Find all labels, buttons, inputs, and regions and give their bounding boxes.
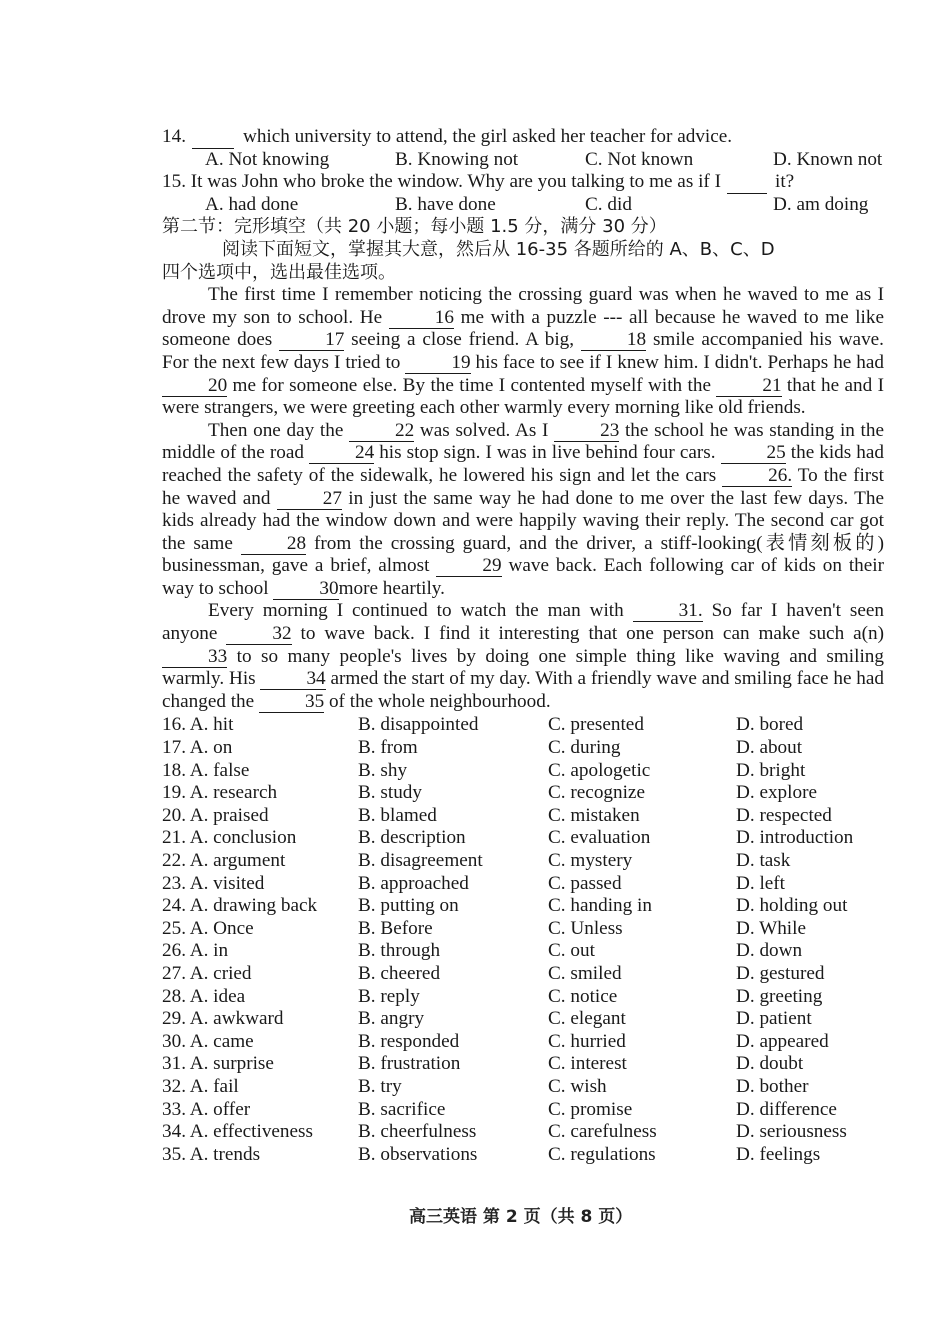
choice-option-a: 32. A. fail bbox=[162, 1075, 239, 1097]
choice-option-c: C. regulations bbox=[548, 1143, 656, 1165]
choice-option-d: D. bored bbox=[736, 714, 804, 736]
choice-option-b: B. observations bbox=[358, 1143, 478, 1165]
choice-option-a: 18. A. false bbox=[162, 759, 250, 781]
blank-number: 18 bbox=[581, 330, 646, 351]
choice-option-c: C. recognize bbox=[548, 782, 645, 804]
option-c: C. did bbox=[585, 193, 632, 215]
blank-number: 34 bbox=[260, 669, 325, 690]
blank-number: 32 bbox=[226, 624, 291, 645]
blank-number: 35 bbox=[259, 692, 324, 713]
page-footer: 高三英语 第 2 页（共 8 页） bbox=[409, 1207, 633, 1227]
choice-option-a: 23. A. visited bbox=[162, 872, 265, 894]
option-c: C. Not known bbox=[585, 148, 694, 170]
choice-option-a: 29. A. awkward bbox=[162, 1008, 284, 1030]
choice-option-c: C. evaluation bbox=[548, 827, 651, 849]
choice-option-b: B. cheerfulness bbox=[358, 1121, 477, 1143]
choice-option-c: C. wish bbox=[548, 1075, 607, 1097]
choice-option-a: 17. A. on bbox=[162, 737, 233, 759]
choice-option-b: B. sacrifice bbox=[358, 1098, 446, 1120]
choice-option-c: C. hurried bbox=[548, 1030, 626, 1052]
choice-option-c: C. promise bbox=[548, 1098, 633, 1120]
passage-text: the kids had reached the safety of the sidewalk, he lowered his sign and let the cars bbox=[162, 442, 884, 486]
passage-text: to wave back. I find it interesting that one person can make such a(n) bbox=[291, 623, 884, 645]
choice-row bbox=[162, 986, 884, 1009]
choice-row bbox=[162, 1144, 884, 1167]
passage-text: So far I haven't seen anyone bbox=[162, 600, 884, 645]
choice-option-d: D. task bbox=[736, 850, 791, 871]
passage-text: Every morning I continued to watch the man with bbox=[208, 600, 633, 622]
choice-option-d: D. explore bbox=[736, 782, 817, 804]
blank-number: 17 bbox=[279, 330, 344, 351]
question-15-options bbox=[162, 194, 884, 217]
blank-number: 26. bbox=[722, 466, 792, 487]
choice-option-b: B. cheered bbox=[358, 962, 441, 984]
blank-number: 30 bbox=[273, 579, 338, 600]
choice-row bbox=[162, 782, 884, 805]
option-a: A. Not knowing bbox=[205, 148, 330, 170]
passage-text: his face to see if I knew him. I didn't. Perhaps he had bbox=[470, 351, 884, 373]
passage-text: to so many people's lives by doing one simple thing like waving and smiling warmly. His bbox=[162, 645, 884, 690]
passage-text: seeing a close friend. A big, bbox=[344, 329, 581, 351]
passage-text: was solved. As I bbox=[414, 419, 555, 441]
blank-number: 22 bbox=[349, 421, 414, 442]
choice-option-a: 31. A. surprise bbox=[162, 1053, 274, 1075]
choice-row bbox=[162, 1031, 884, 1054]
choice-row bbox=[162, 1008, 884, 1031]
choice-row bbox=[162, 918, 884, 941]
choice-option-b: B. study bbox=[358, 782, 422, 804]
passage-paragraph-1 bbox=[162, 284, 884, 420]
choice-option-b: B. disappointed bbox=[358, 714, 479, 736]
choice-option-a: 34. A. effectiveness bbox=[162, 1121, 313, 1143]
choice-option-b: B. reply bbox=[358, 985, 420, 1007]
question-15 bbox=[162, 171, 884, 194]
choice-option-d: D. bother bbox=[736, 1075, 809, 1097]
choice-option-d: D. bright bbox=[736, 759, 806, 781]
choice-row bbox=[162, 1121, 884, 1144]
choice-option-c: C. carefulness bbox=[548, 1121, 657, 1143]
choice-option-b: B. through bbox=[358, 940, 441, 962]
blank-number: 23 bbox=[554, 421, 619, 442]
choice-option-d: D. respected bbox=[736, 804, 832, 826]
passage-text: from the crossing guard, and the driver, a stiff-looking(表情刻板的) businessman, gave a brief, almost bbox=[162, 532, 884, 577]
option-b: B. Knowing not bbox=[395, 148, 519, 170]
choice-row bbox=[162, 873, 884, 896]
choice-option-c: C. handing in bbox=[548, 895, 652, 917]
choice-option-a: 16. A. hit bbox=[162, 714, 234, 736]
choice-option-a: 24. A. drawing back bbox=[162, 895, 318, 917]
choice-option-d: D. doubt bbox=[736, 1053, 804, 1075]
choice-option-a: 35. A. trends bbox=[162, 1143, 261, 1165]
choice-option-b: B. shy bbox=[358, 759, 408, 781]
choice-row bbox=[162, 805, 884, 828]
choice-option-b: B. responded bbox=[358, 1030, 460, 1052]
passage-text: his stop sign. I was in live behind four cars. bbox=[374, 442, 721, 464]
choice-option-c: C. during bbox=[548, 737, 621, 759]
choice-option-a: 33. A. offer bbox=[162, 1098, 251, 1120]
choice-option-c: C. mystery bbox=[548, 850, 633, 871]
choice-option-d: D. seriousness bbox=[736, 1121, 847, 1143]
question-14-options bbox=[162, 149, 884, 172]
blank-number: 21 bbox=[716, 376, 781, 397]
passage-paragraph-2 bbox=[162, 420, 884, 601]
choice-option-c: C. notice bbox=[548, 985, 618, 1007]
choice-option-b: B. try bbox=[358, 1075, 402, 1097]
blank-number: 33 bbox=[162, 647, 227, 668]
choice-option-b: B. blamed bbox=[358, 804, 437, 826]
choice-row bbox=[162, 737, 884, 760]
section-instruction-cont: 四个选项中，选出最佳选项。 bbox=[162, 261, 396, 283]
blank-number: 27 bbox=[277, 489, 342, 510]
option-a: A. had done bbox=[205, 193, 299, 215]
choice-option-a: 28. A. idea bbox=[162, 985, 246, 1007]
choice-option-d: D. introduction bbox=[736, 827, 854, 849]
passage-text: me with a puzzle --- all because he waved to me like someone does bbox=[162, 306, 884, 351]
choice-row bbox=[162, 760, 884, 783]
blank-number: 20 bbox=[162, 376, 227, 397]
choice-option-d: D. difference bbox=[736, 1098, 837, 1120]
choice-option-b: B. frustration bbox=[358, 1053, 461, 1075]
blank-number: 19 bbox=[405, 353, 470, 374]
choice-option-c: C. mistaken bbox=[548, 804, 640, 826]
choice-row bbox=[162, 714, 884, 737]
question-14 bbox=[162, 126, 884, 149]
blank-number: 24 bbox=[309, 443, 374, 464]
choice-option-a: 25. A. Once bbox=[162, 917, 254, 939]
choice-option-d: D. patient bbox=[736, 1008, 812, 1030]
answer-blank bbox=[192, 126, 234, 149]
section-instruction: 阅读下面短文，掌握其大意，然后从 16-35 各题所给的 A、B、C、D bbox=[222, 238, 775, 260]
section-heading: 第二节：完形填空（共 20 小题；每小题 1.5 分，满分 30 分） bbox=[162, 216, 667, 238]
question-stem: 15. It was John who broke the window. Why are you talking to me as if I bbox=[162, 171, 721, 193]
choice-option-d: D. gestured bbox=[736, 962, 825, 984]
passage-text: To the first he waved and bbox=[162, 464, 884, 509]
cloze-choices bbox=[162, 714, 884, 1166]
choice-row bbox=[162, 940, 884, 963]
choice-option-a: 21. A. conclusion bbox=[162, 827, 297, 849]
choice-option-c: C. apologetic bbox=[548, 759, 651, 781]
choice-option-b: B. Before bbox=[358, 917, 433, 939]
passage-text: of the whole neighbourhood. bbox=[324, 690, 551, 712]
choice-row bbox=[162, 963, 884, 986]
choice-option-b: B. putting on bbox=[358, 895, 459, 917]
blank-number: 31. bbox=[633, 601, 703, 622]
passage-text: the school he was standing in the middle of the road bbox=[162, 419, 885, 464]
choice-option-c: C. smiled bbox=[548, 962, 622, 984]
choice-option-b: B. angry bbox=[358, 1008, 425, 1030]
passage-text: smile accompanied his wave. For the next few days I tried to bbox=[162, 329, 884, 373]
blank-number: 16 bbox=[389, 308, 454, 329]
choice-option-c: C. presented bbox=[548, 714, 644, 736]
question-stem-end: it? bbox=[775, 171, 795, 193]
option-d: D. am doing bbox=[773, 193, 869, 215]
passage-text: armed the start of my day. With a friendly wave and smiling face he had changed the bbox=[162, 668, 884, 712]
choice-option-d: D. feelings bbox=[736, 1143, 821, 1165]
passage-text: Then one day the bbox=[208, 419, 350, 441]
choice-row bbox=[162, 895, 884, 918]
choice-option-a: 27. A. cried bbox=[162, 962, 252, 984]
choice-row bbox=[162, 1099, 884, 1122]
exam-page bbox=[162, 126, 884, 1166]
choice-option-d: D. left bbox=[736, 872, 786, 894]
choice-row bbox=[162, 1076, 884, 1099]
option-b: B. have done bbox=[395, 193, 496, 215]
blank-number: 25 bbox=[721, 443, 786, 464]
question-number: 14. bbox=[162, 126, 186, 147]
choice-row bbox=[162, 850, 884, 873]
choice-row bbox=[162, 827, 884, 850]
choice-row bbox=[162, 1053, 884, 1076]
choice-option-d: D. While bbox=[736, 917, 806, 939]
passage-text: wave back. Each following car of kids on their way to school bbox=[162, 555, 885, 599]
choice-option-c: C. out bbox=[548, 940, 595, 962]
option-d: D. Known not bbox=[773, 148, 883, 170]
choice-option-c: C. elegant bbox=[548, 1008, 626, 1030]
passage-text: in just the same way he had done to me over the last few days. The kids already had the window down and were happily waving their reply. The second car got the same bbox=[162, 487, 884, 554]
answer-blank bbox=[727, 171, 767, 194]
choice-option-c: C. interest bbox=[548, 1053, 627, 1075]
blank-number: 29 bbox=[436, 556, 501, 577]
choice-option-d: D. holding out bbox=[736, 895, 848, 917]
blank-number: 28 bbox=[241, 534, 306, 555]
choice-option-b: B. approached bbox=[358, 872, 469, 894]
passage-text: me for someone else. By the time I contented myself with the bbox=[227, 374, 717, 396]
question-stem: which university to attend, the girl asked her teacher for advice. bbox=[242, 126, 733, 147]
choice-option-b: B. disagreement bbox=[358, 850, 483, 871]
passage-text: The first time I remember noticing the crossing guard was when he waved to me as I drove my son to school. He bbox=[162, 284, 884, 328]
choice-option-c: C. Unless bbox=[548, 917, 623, 939]
choice-option-d: D. greeting bbox=[736, 985, 823, 1007]
choice-option-d: D. down bbox=[736, 940, 803, 962]
passage-paragraph-3 bbox=[162, 600, 884, 713]
choice-option-b: B. from bbox=[358, 737, 418, 759]
choice-option-b: B. description bbox=[358, 827, 466, 849]
choice-option-d: D. about bbox=[736, 737, 803, 759]
passage-text: more heartily. bbox=[338, 577, 445, 599]
choice-option-a: 19. A. research bbox=[162, 782, 278, 804]
choice-option-a: 30. A. came bbox=[162, 1030, 254, 1052]
choice-option-d: D. appeared bbox=[736, 1030, 829, 1052]
passage-text: that he and I were strangers, we were greeting each other warmly every morning like old friends. bbox=[162, 374, 884, 419]
choice-option-a: 20. A. praised bbox=[162, 804, 269, 826]
choice-option-a: 26. A. in bbox=[162, 940, 229, 962]
choice-option-c: C. passed bbox=[548, 872, 622, 894]
choice-option-a: 22. A. argument bbox=[162, 850, 286, 871]
